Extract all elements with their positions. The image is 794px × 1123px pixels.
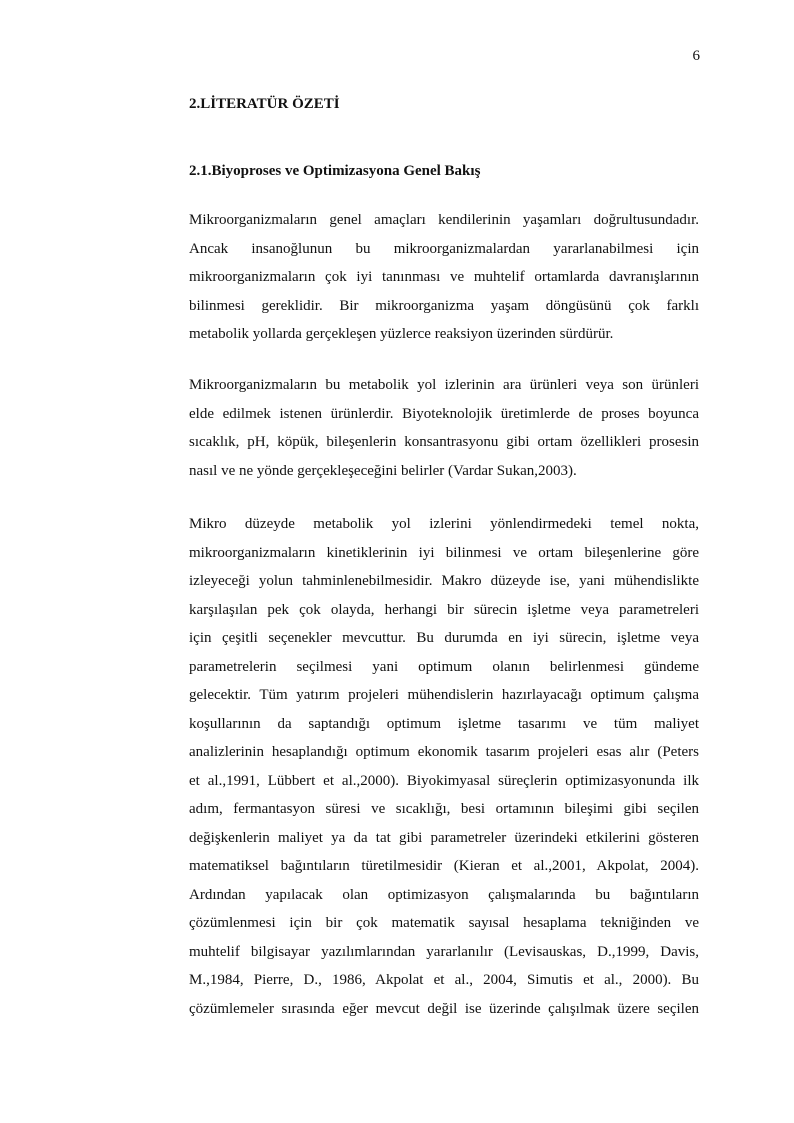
paragraph-1 [189,210,699,353]
text-line: gelecektir. Tüm yatırım projeleri mühendislerin hazırlayacağı optimum çalışma [189,687,699,703]
text-line: elde edilmek istenen ürünlerdir. Biyoteknolojik üretimlerde de proses boyunca [189,405,699,422]
text-line: izleyeceği yolun tahminlenebilmesidir. Makro düzeyde ise, yani mühendislikte [189,573,699,589]
text-line: mikroorganizmaların çok iyi tanınması ve muhtelif ortamlarda davranışlarının [189,269,699,285]
text-line: değişkenlerin maliyet ya da tat gibi parametreler üzerindeki etkilerini gösteren [189,829,699,846]
text-line: mikroorganizmaların kinetiklerinin iyi bilinmesi ve ortam bileşenlerine göre [189,544,699,561]
text-line: analizlerinin hesaplandığı optimum ekonomik tasarım projeleri esas alır (Peters [189,744,699,760]
text-line: bilinmesi gereklidir. Bir mikroorganizma yaşam döngüsünü çok farklı [189,297,699,314]
paragraph-2 [189,375,699,489]
text-line: Mikroorganizmaların genel amaçları kendilerinin yaşamları doğrultusundadır. [189,212,699,228]
text-line: et al.,1991, Lübbert et al.,2000). Biyokimyasal süreçlerin optimizasyonunda ilk [189,772,699,789]
text-line: Mikro düzeyde metabolik yol izlerini yönlendirmedeki temel nokta, [189,516,699,532]
text-line: matematiksel bağıntıların türetilmesidir (Kieran et al.,2001, Akpolat, 2004). [189,858,699,874]
text-line: M.,1984, Pierre, D., 1986, Akpolat et al., 2004, Simutis et al., 2000). Bu [189,972,699,988]
text-line: Ancak insanoğlunun bu mikroorganizmalardan yararlanabilmesi için [189,240,699,257]
text-line: parametrelerin seçilmesi yani optimum olanın belirlenmesi gündeme [189,658,699,675]
text-line: çözümlemeler sırasında eğer mevcut değil ise üzerinde çalışılmak üzere seçilen [189,1000,699,1017]
chapter-title: 2.LİTERATÜR ÖZETİ [189,96,340,112]
text-line: koşullarının da saptandığı optimum işletme tasarımı ve tüm maliyet [189,715,699,732]
section-title: 2.1.Biyoproses ve Optimizasyona Genel Bakış [189,163,481,179]
text-line: için çeşitli seçenekler mevcuttur. Bu durumda en iyi sürecin, işletme veya [189,630,699,646]
paragraph-3 [189,514,699,1027]
text-line: muhtelif bilgisayar yazılımlarından yararlanılır (Levisauskas, D.,1999, Davis, [189,943,699,960]
text-line: Ardından yapılacak olan optimizasyon çalışmalarında bu bağıntıların [189,886,699,903]
text-line: çözümlenmesi için bir çok matematik sayısal hesaplama tekniğinden ve [189,915,699,931]
text-line: sıcaklık, pH, köpük, bileşenlerin konsantrasyonu gibi ortam özellikleri prosesin [189,434,699,450]
text-line: adım, fermantasyon süresi ve sıcaklığı, besi ortamının bileşimi gibi seçilen [189,801,699,817]
text-line: Mikroorganizmaların bu metabolik yol izlerinin ara ürünleri veya son ürünleri [189,377,699,393]
text-line: karşılaşılan pek çok olayda, herhangi bir sürecin işletme veya parametreleri [189,601,699,618]
page-number: 6 [692,48,700,64]
text-line: nasıl ve ne yönde gerçekleşeceğini belirler (Vardar Sukan,2003). [189,462,577,479]
text-line: metabolik yollarda gerçekleşen yüzlerce reaksiyon üzerinden sürdürür. [189,326,614,342]
